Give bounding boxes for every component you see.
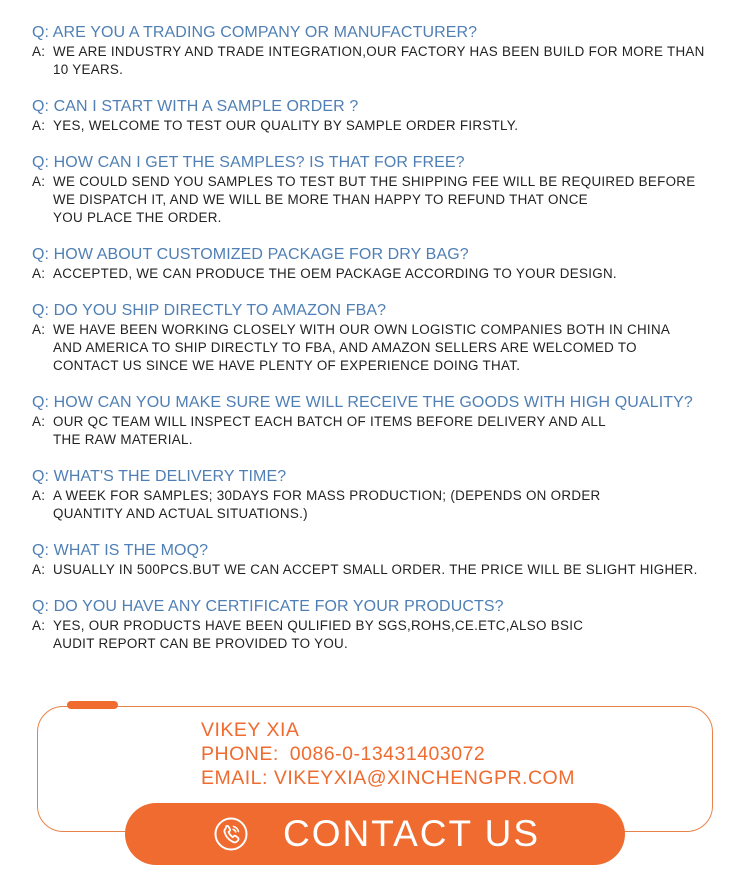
faq-answer xyxy=(32,413,732,449)
faq-answer xyxy=(32,487,732,523)
faq-item xyxy=(32,22,732,79)
faq-answer xyxy=(32,321,732,375)
contact-us-button[interactable] xyxy=(125,803,625,865)
phone-label: PHONE: xyxy=(201,743,279,765)
faq-question: Q: WHAT IS THE MOQ? xyxy=(32,542,209,559)
answer-text: WE ARE INDUSTRY AND TRADE INTEGRATION,OUR FACTORY HAS BEEN BUILD FOR MORE THAN 10 YEARS. xyxy=(53,44,705,77)
faq-answer xyxy=(32,561,732,579)
email-address[interactable]: VIKEYXIA@XINCHENGPR.COM xyxy=(273,767,575,789)
faq-question: Q: DO YOU HAVE ANY CERTIFICATE FOR YOUR PRODUCTS? xyxy=(32,598,504,615)
answer-prefix: A: xyxy=(32,44,46,59)
answer-prefix: A: xyxy=(32,174,46,189)
contact-name: VIKEY XIA xyxy=(201,719,300,741)
faq-item xyxy=(32,466,732,523)
answer-prefix: A: xyxy=(32,618,46,633)
faq-item xyxy=(32,152,732,227)
faq-question: Q: CAN I START WITH A SAMPLE ORDER ? xyxy=(32,98,359,115)
contact-us-label: CONTACT US xyxy=(283,813,541,854)
answer-text: WE HAVE BEEN WORKING CLOSELY WITH OUR OWN LOGISTIC COMPANIES BOTH IN CHINA AND AMERICA TO SHIP DIRECTLY TO FBA, AND AMAZON SELLERS ARE WELCOMED TO CONTACT US SINCE WE HAVE PLENTY OF EXPERIENCE DOING THAT. xyxy=(53,322,671,373)
contact-info xyxy=(201,718,575,790)
faq-question: Q: DO YOU SHIP DIRECTLY TO AMAZON FBA? xyxy=(32,302,387,319)
faq-question: Q: ARE YOU A TRADING COMPANY OR MANUFACTURER? xyxy=(32,24,478,41)
faq-question: Q: HOW CAN YOU MAKE SURE WE WILL RECEIVE THE GOODS WITH HIGH QUALITY? xyxy=(32,394,693,411)
faq-item xyxy=(32,300,732,375)
contact-phone-line xyxy=(201,742,575,766)
faq-item xyxy=(32,244,732,283)
answer-text: USUALLY IN 500PCS.BUT WE CAN ACCEPT SMALL ORDER. THE PRICE WILL BE SLIGHT HIGHER. xyxy=(53,562,698,577)
faq-question: Q: HOW CAN I GET THE SAMPLES? IS THAT FOR FREE? xyxy=(32,154,465,171)
faq-item xyxy=(32,96,732,135)
phone-icon xyxy=(214,817,248,851)
answer-text: A WEEK FOR SAMPLES; 30DAYS FOR MASS PRODUCTION; (DEPENDS ON ORDER QUANTITY AND ACTUAL SITUATIONS.) xyxy=(53,488,601,521)
answer-text: OUR QC TEAM WILL INSPECT EACH BATCH OF ITEMS BEFORE DELIVERY AND ALL THE RAW MATERIAL. xyxy=(53,414,606,447)
faq-question: Q: HOW ABOUT CUSTOMIZED PACKAGE FOR DRY BAG? xyxy=(32,246,469,263)
faq-list xyxy=(32,22,732,670)
faq-answer xyxy=(32,617,732,653)
faq-answer xyxy=(32,173,732,227)
faq-item xyxy=(32,596,732,653)
faq-item xyxy=(32,392,732,449)
faq-question: Q: WHAT'S THE DELIVERY TIME? xyxy=(32,468,287,485)
answer-prefix: A: xyxy=(32,322,46,337)
answer-text: WE COULD SEND YOU SAMPLES TO TEST BUT THE SHIPPING FEE WILL BE REQUIRED BEFORE WE DISPATCH IT, AND WE WILL BE MORE THAN HAPPY TO REFUND THAT ONCE YOU PLACE THE ORDER. xyxy=(53,174,696,225)
email-label: EMAIL: xyxy=(201,767,268,789)
faq-answer xyxy=(32,265,732,283)
phone-number[interactable]: 0086-0-13431403072 xyxy=(289,743,486,765)
answer-text: ACCEPTED, WE CAN PRODUCE THE OEM PACKAGE ACCORDING TO YOUR DESIGN. xyxy=(53,266,617,281)
answer-text: YES, OUR PRODUCTS HAVE BEEN QULIFIED BY SGS,ROHS,CE.ETC,ALSO BSIC AUDIT REPORT CAN BE PROVIDED TO YOU. xyxy=(53,618,584,651)
answer-prefix: A: xyxy=(32,488,46,503)
answer-prefix: A: xyxy=(32,562,46,577)
answer-prefix: A: xyxy=(32,266,46,281)
contact-email-line xyxy=(201,766,575,790)
answer-prefix: A: xyxy=(32,414,46,429)
faq-item xyxy=(32,540,732,579)
card-tab-accent xyxy=(67,701,118,709)
faq-answer xyxy=(32,117,732,135)
faq-answer xyxy=(32,43,732,79)
answer-text: YES, WELCOME TO TEST OUR QUALITY BY SAMPLE ORDER FIRSTLY. xyxy=(53,118,519,133)
answer-prefix: A: xyxy=(32,118,46,133)
